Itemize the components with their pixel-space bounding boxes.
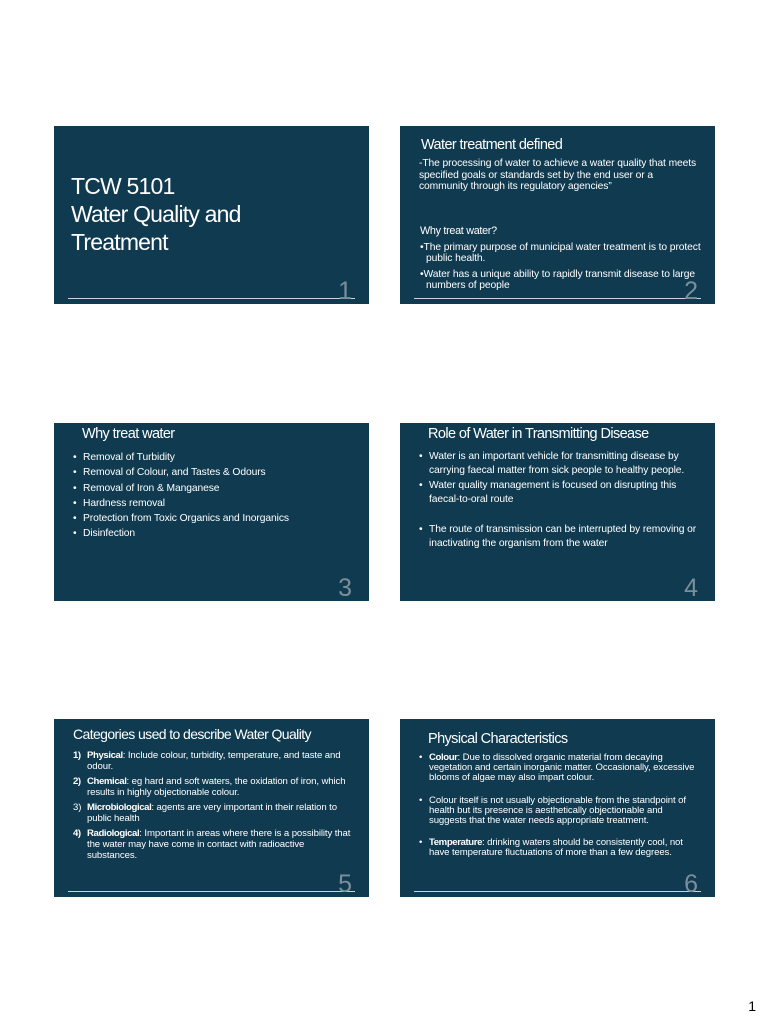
list-item: • The route of transmission can be interrupted by removing or inactivating the organism from the water bbox=[419, 523, 699, 550]
list-item: • Colour itself is not usually objectionable from the standpoint of health but its presence is aesthetically objectionable and suggests that the water needs appropriate treatment. bbox=[419, 796, 701, 827]
slide-title: Water treatment defined bbox=[421, 137, 563, 153]
divider bbox=[68, 298, 355, 299]
divider bbox=[414, 298, 701, 299]
slide-2 bbox=[400, 126, 715, 304]
list-item: •Water has a unique ability to rapidly transmit disease to large numbers of people bbox=[420, 268, 695, 292]
list-item: • Disinfection bbox=[73, 526, 363, 541]
slide-number: 3 bbox=[338, 574, 352, 601]
list-item: • Water quality management is focused on disrupting this faecal-to-oral route bbox=[419, 479, 699, 506]
list-item: 3) Microbiological: agents are very important in their relation to public health bbox=[73, 802, 337, 824]
numbered-list bbox=[73, 750, 353, 861]
bullet-list bbox=[419, 753, 701, 859]
list-item: • Removal of Iron & Manganese bbox=[73, 481, 363, 496]
slide-3 bbox=[54, 423, 369, 601]
slide-title: TCW 5101 Water Quality and Treatment bbox=[71, 173, 241, 255]
slide-5 bbox=[54, 719, 369, 897]
slide-1 bbox=[54, 126, 369, 304]
subheading: Why treat water? bbox=[420, 225, 497, 237]
list-item: 1) Physical: Include colour, turbidity, temperature, and taste and odour. bbox=[73, 750, 341, 772]
slide-number: 4 bbox=[684, 574, 698, 601]
slide-title: Why treat water bbox=[82, 426, 175, 442]
slide-4 bbox=[400, 423, 715, 601]
bullet-list bbox=[73, 450, 363, 542]
list-item: • Temperature: drinking waters should be consistently cool, not have temperature fluctuations of more than a few degrees. bbox=[419, 838, 701, 858]
slide-number: 6 bbox=[684, 870, 698, 897]
list-item: • Protection from Toxic Organics and Inorganics bbox=[73, 511, 363, 526]
slide-number: 1 bbox=[338, 277, 352, 304]
list-item: •The primary purpose of municipal water treatment is to protect public health. bbox=[420, 242, 701, 265]
slide-title: Physical Characteristics bbox=[428, 731, 568, 747]
divider bbox=[68, 891, 355, 892]
divider bbox=[414, 891, 701, 892]
slide-number: 2 bbox=[684, 277, 698, 304]
definition-text: -The processing of water to achieve a water quality that meets specified goals or standards set by the end user or a community through its regulatory agencies” bbox=[419, 158, 697, 193]
slide-number: 5 bbox=[338, 870, 352, 897]
bullet-list bbox=[420, 242, 705, 292]
list-item: 4) Radiological: Important in areas where there is a possibility that the water may have come in contact with radioactive substances. bbox=[73, 828, 351, 861]
list-item: • Hardness removal bbox=[73, 496, 363, 511]
slide-title: Role of Water in Transmitting Disease bbox=[428, 426, 649, 442]
list-item: • Colour: Due to dissolved organic material from decaying vegetation and certain inorganic matter. Occasionally, excessive blooms of algae may also impart colour. bbox=[419, 753, 701, 784]
list-item: • Removal of Colour, and Tastes & Odours bbox=[73, 465, 363, 480]
page-number: 1 bbox=[748, 998, 756, 1014]
slide-title: Categories used to describe Water Quality bbox=[73, 726, 311, 742]
list-item: • Removal of Turbidity bbox=[73, 450, 363, 465]
bullet-list bbox=[419, 450, 699, 551]
list-item: • Water is an important vehicle for transmitting disease by carrying faecal matter from sick people to healthy people. bbox=[419, 450, 699, 477]
slide-6 bbox=[400, 719, 715, 897]
list-item: 2) Chemical: eg hard and soft waters, the oxidation of iron, which results in highly objectionable colour. bbox=[73, 776, 346, 798]
